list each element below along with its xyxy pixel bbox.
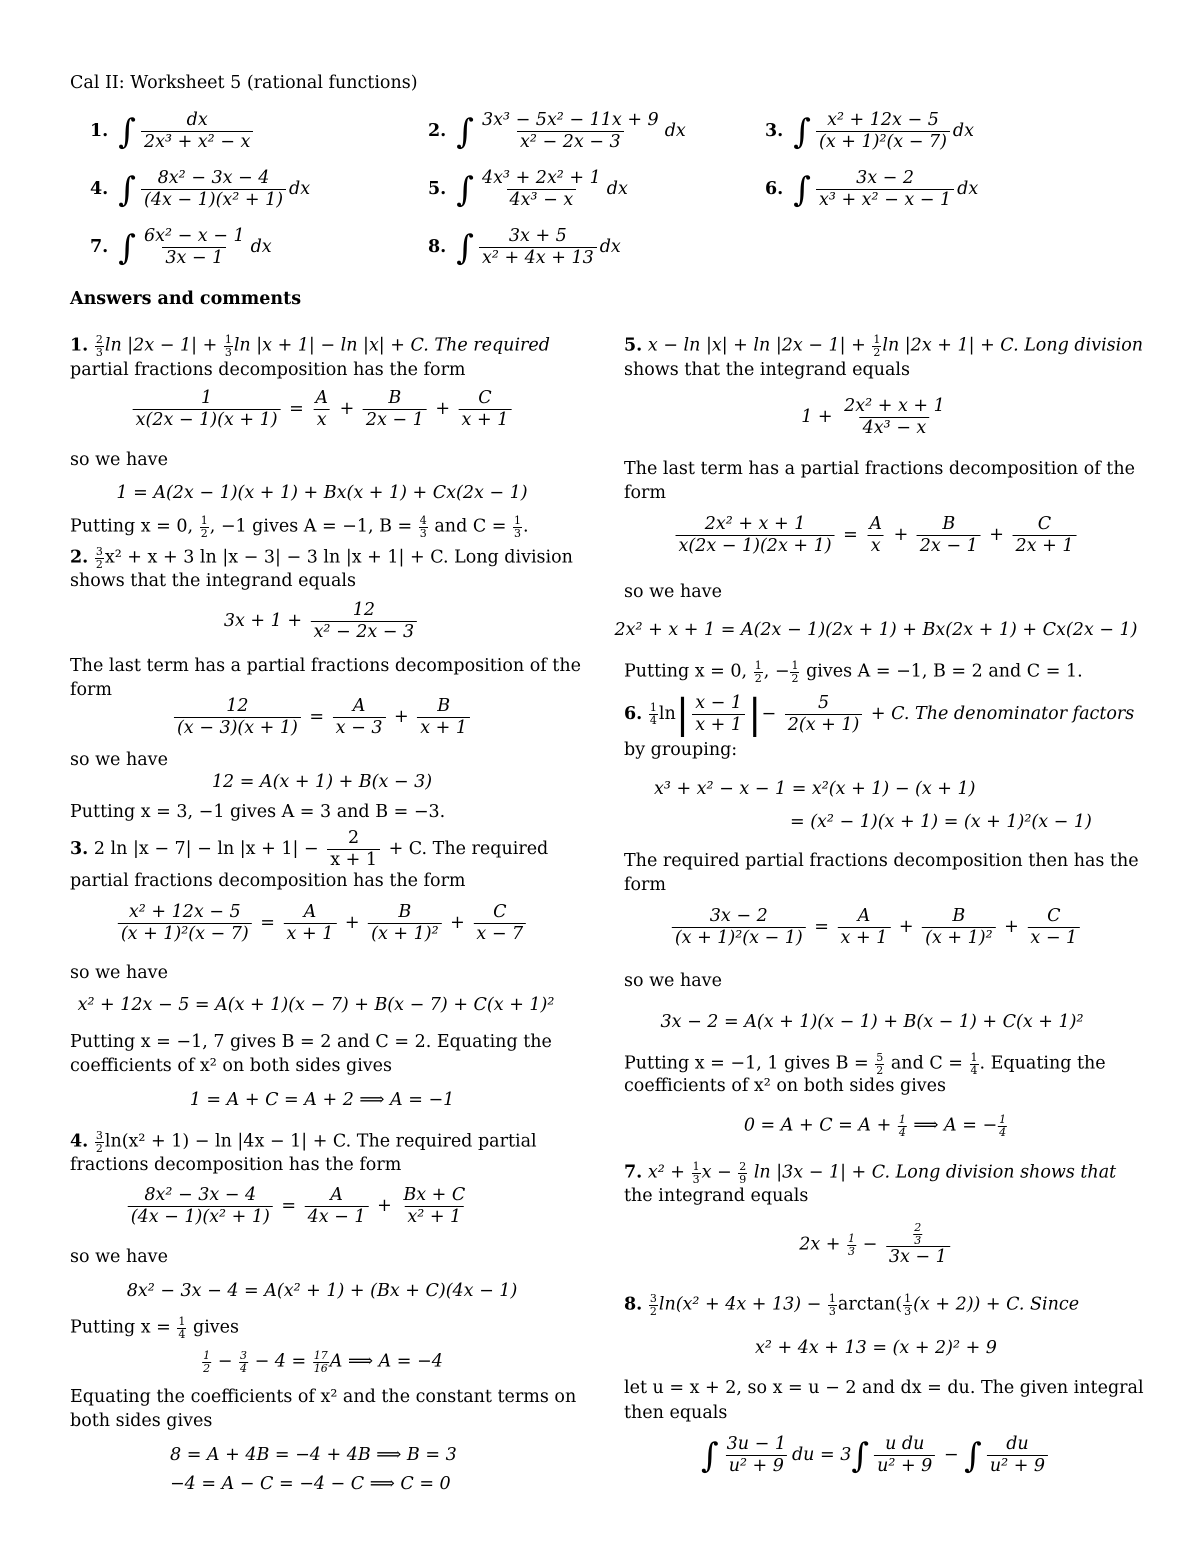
problem-2: 2. ∫ $\frac{\text{3x³ − 5x² − 11x + 9}}{\text{x² − 2x − 3}}$ dx bbox=[428, 110, 686, 152]
answer-6-line1: 6. $\frac{1}{4}$ ln| $\frac{x - 1}{x + 1}$ |− $\frac{5}{2(x + 1)}$ + C. The denominator factors bbox=[624, 691, 1135, 738]
answer-5-eq2: $\frac{\text{2x² + x + 1}}{x(2x - 1)(2x + 1)}$ = $\frac{A}{x}$ + $\frac{B}{2x - 1}$ + $\frac{C}{2x + 1}$ bbox=[673, 514, 1080, 557]
answer-5-last: The last term has a partial fractions decomposition of the bbox=[624, 459, 1135, 479]
answer-6-line2: by grouping: bbox=[624, 740, 738, 760]
answer-4-eq5: −4 = A − C = −4 − C ⟹ C = 0 bbox=[170, 1474, 451, 1494]
answer-3-eq2: x² + 12x − 5 = A(x + 1)(x − 7) + B(x − 7) + C(x + 1)² bbox=[77, 995, 555, 1015]
answer-6-eq1: x³ + x² − x − 1 = x²(x + 1) − (x + 1) bbox=[654, 779, 976, 799]
answer-1-putting: Putting x = 0, $\frac{1}{2}$ , −1 gives A = −1, B = $\frac{4}{3}$ and C = $\frac{1}{3}$ . bbox=[70, 514, 529, 540]
answer-8-eq2: ∫ $\frac{3u - 1}{\text{u² + 9}}$ du = 3∫ $\frac{\text{u du}}{\text{u² + 9}}$ − ∫ $\frac{du}{\text{u² + 9}}$ bbox=[701, 1434, 1051, 1477]
answer-1-eq1: $\frac{1}{x(2x - 1)(x + 1)}$ = $\frac{A}{x}$ + $\frac{B}{2x - 1}$ + $\frac{C}{x + 1}$ bbox=[130, 388, 515, 431]
answer-1-line1: 1. $\frac{2}{3}$ ln |2x − 1| + $\frac{1}{3}$ ln |x + 1| − ln |x| + C. The required bbox=[70, 333, 550, 359]
answer-6-eq3: $\frac{3x - 2}{\text{(x + 1)²(x − 1)}}$ = $\frac{A}{x + 1}$ + $\frac{B}{\text{(x + 1)²}}$ + $\frac{C}{x - 1}$ bbox=[669, 906, 1083, 949]
answer-6-eq2: = (x² − 1)(x + 1) = (x + 1)²(x − 1) bbox=[790, 812, 1092, 832]
answer-4-eq1: $\frac{\text{8x² − 3x − 4}}{\text{(4x − 1)(x² + 1)}}$ = $\frac{A}{4x - 1}$ + $\frac{Bx + C}{\text{x² + 1}}$ bbox=[125, 1185, 472, 1228]
answer-6-required: The required partial fractions decomposition then has the bbox=[624, 851, 1139, 871]
answer-8-line1: 8. $\frac{3}{2}$ ln(x² + 4x + 13) − $\frac{1}{3}$ arctan( $\frac{1}{3}$ (x + 2)) + C. Since bbox=[624, 1292, 1080, 1318]
answer-5-putting: Putting x = 0, $\frac{1}{2}$ , − $\frac{1}{2}$ gives A = −1, B = 2 and C = 1. bbox=[624, 659, 1083, 685]
problem-7: 7. ∫ $\frac{\text{6x² − x − 1}}{3x - 1}$ dx bbox=[90, 226, 272, 268]
answer-7-line2: the integrand equals bbox=[624, 1186, 809, 1206]
problem-4: 4. ∫ $\frac{\text{8x² − 3x − 4}}{\text{(4x − 1)(x² + 1)}}$ dx bbox=[90, 168, 311, 210]
problem-3: 3. ∫ $\frac{\text{x² + 12x − 5}}{\text{(x + 1)²(x − 7)}}$ dx bbox=[765, 110, 974, 152]
answer-8-then: then equals bbox=[624, 1403, 728, 1423]
so-we-have-4: so we have bbox=[70, 1247, 168, 1267]
form-5: form bbox=[624, 483, 666, 503]
answer-5-line1: 5. x − ln |x| + ln |2x − 1| + $\frac{1}{2}$ ln |2x + 1| + C. Long division bbox=[624, 333, 1144, 359]
answer-6-eq4: 3x − 2 = A(x + 1)(x − 1) + B(x − 1) + C(x + 1)² bbox=[660, 1012, 1084, 1032]
answer-8-eq1: x² + 4x + 13 = (x + 2)² + 9 bbox=[755, 1338, 997, 1358]
answers-heading: Answers and comments bbox=[70, 289, 302, 309]
answer-4-eq4: 8 = A + 4B = −4 + 4B ⟹ B = 3 bbox=[170, 1445, 457, 1465]
answer-4-line1: 4. $\frac{3}{2}$ ln(x² + 1) − ln |4x − 1| + C. The required partial bbox=[70, 1129, 537, 1155]
answer-3-eq3: 1 = A + C = A + 2 ⟹ A = −1 bbox=[189, 1090, 455, 1110]
answer-4-eq2: 8x² − 3x − 4 = A(x² + 1) + (Bx + C)(4x − 1) bbox=[126, 1281, 518, 1301]
answer-2-line1: 2. $\frac{3}{2}$ x² + x + 3 ln |x − 3| − 3 ln |x + 1| + C. Long division bbox=[70, 545, 573, 571]
answer-4-eq3: $\frac{1}{2}$ − $\frac{3}{4}$ − 4 = $\frac{17}{16}$ A ⟹ A = −4 bbox=[203, 1349, 443, 1375]
answer-3-line2: partial fractions decomposition has the form bbox=[70, 871, 466, 891]
answer-6-eq5: 0 = A + C = A + $\frac{1}{4}$ ⟹ A = − $\frac{1}{4}$ bbox=[743, 1113, 1007, 1139]
answer-1-line2: partial fractions decomposition has the form bbox=[70, 360, 466, 380]
answer-3-putting: Putting x = −1, 7 gives B = 2 and C = 2. Equating the bbox=[70, 1032, 552, 1052]
answer-2-eq3: 12 = A(x + 1) + B(x − 3) bbox=[211, 772, 433, 792]
answer-3-coeff: coefficients of x² on both sides gives bbox=[70, 1056, 393, 1076]
so-we-have-6: so we have bbox=[624, 971, 722, 991]
answer-5-eq1: 1 + $\frac{\text{2x² + x + 1}}{\text{4x³ − x}}$ bbox=[801, 396, 945, 438]
answer-7-line1: 7. x² + $\frac{1}{3}$ x − $\frac{2}{9}$ ln |3x − 1| + C. Long division shows that bbox=[624, 1160, 1117, 1186]
so-we-have-5: so we have bbox=[624, 582, 722, 602]
answer-2-eq2: $\frac{12}{(x - 3)(x + 1)}$ = $\frac{A}{x - 3}$ + $\frac{B}{x + 1}$ bbox=[171, 696, 473, 739]
problem-5: 5. ∫ $\frac{\text{4x³ + 2x² + 1}}{\text{4x³ − x}}$ dx bbox=[428, 168, 628, 210]
so-we-have-2: so we have bbox=[70, 750, 168, 770]
answer-2-putting: Putting x = 3, −1 gives A = 3 and B = −3. bbox=[70, 802, 446, 822]
answer-5-eq3: 2x² + x + 1 = A(2x − 1)(2x + 1) + Bx(2x + 1) + Cx(2x − 1) bbox=[614, 620, 1138, 640]
answer-4-line2: fractions decomposition has the form bbox=[70, 1155, 402, 1175]
problem-1: 1. ∫ $\frac{dx}{\text{2x³ + x² − x}}$ bbox=[90, 110, 256, 153]
answer-6-coeff: coefficients of x² on both sides gives bbox=[624, 1076, 947, 1096]
form-2: form bbox=[70, 680, 112, 700]
page-title: Cal II: Worksheet 5 (rational functions) bbox=[70, 73, 418, 93]
so-we-have-3: so we have bbox=[70, 963, 168, 983]
answer-2-eq1: 3x + 1 + $\frac{12}{\text{x² − 2x − 3}}$ bbox=[224, 600, 420, 643]
answer-4-equating: Equating the coefficients of x² and the constant terms on bbox=[70, 1387, 577, 1407]
answer-5-line2: shows that the integrand equals bbox=[624, 360, 910, 380]
answer-1-eq2: 1 = A(2x − 1)(x + 1) + Bx(x + 1) + Cx(2x − 1) bbox=[116, 483, 528, 503]
form-6: form bbox=[624, 875, 666, 895]
answer-4-both: both sides gives bbox=[70, 1411, 213, 1431]
answer-3-line1: 3. 2 ln |x − 7| − ln |x + 1| − $\frac{2}{x + 1}$ + C. The required bbox=[70, 828, 549, 870]
problem-6: 6. ∫ $\frac{3x - 2}{\text{x³ + x² − x − 1}}$ dx bbox=[765, 168, 979, 210]
answer-8-let: let u = x + 2, so x = u − 2 and dx = du. The given integral bbox=[624, 1378, 1144, 1398]
answer-2-last: The last term has a partial fractions decomposition of the bbox=[70, 656, 581, 676]
so-we-have-1: so we have bbox=[70, 450, 168, 470]
problem-8: 8. ∫ $\frac{3x + 5}{\text{x² + 4x + 13}}$ dx bbox=[428, 226, 621, 268]
answer-7-eq1: 2x + $\frac{1}{3}$ − $\frac{\frac{2}{3}}{3x - 1}$ bbox=[799, 1222, 953, 1268]
answer-3-eq1: $\frac{\text{x² + 12x − 5}}{\text{(x + 1)²(x − 7)}}$ = $\frac{A}{x + 1}$ + $\frac{B}{\text{(x + 1)²}}$ + $\frac{C}{x - 7}$ bbox=[115, 902, 529, 945]
answer-6-putting: Putting x = −1, 1 gives B = $\frac{5}{2}$ and C = $\frac{1}{4}$ . Equating the bbox=[624, 1051, 1106, 1077]
answer-4-putting: Putting x = $\frac{1}{4}$ gives bbox=[70, 1315, 240, 1341]
answer-2-line2: shows that the integrand equals bbox=[70, 571, 356, 591]
